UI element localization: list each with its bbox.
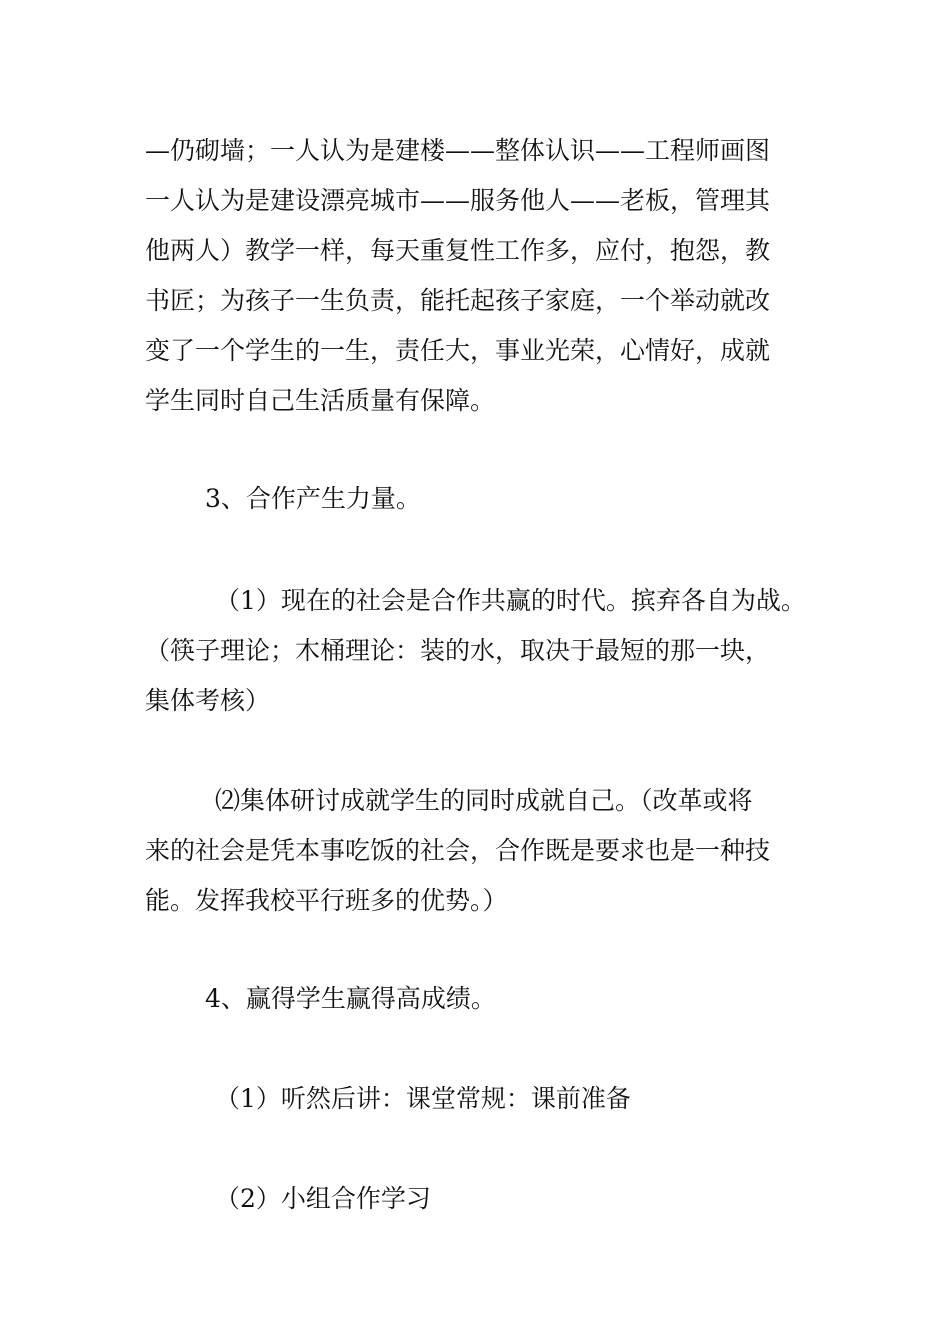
text-line: 变了一个学生的一生，责任大，事业光荣，心情好，成就: [145, 336, 771, 365]
text-line: 书匠；为孩子一生负责，能托起孩子家庭，一个举动就改: [145, 286, 771, 315]
heading-line: 3、合作产生力量。: [205, 484, 421, 513]
text-line: （1）现在的社会是合作共赢的时代。摈弃各自为战。: [215, 586, 806, 615]
heading-line: 4、赢得学生赢得高成绩。: [205, 984, 496, 1013]
text-line: 一人认为是建设漂亮城市——服务他人——老板，管理其: [145, 186, 771, 215]
text-line: 集体考核）: [145, 686, 271, 715]
text-line: 他两人）教学一样，每天重复性工作多，应付，抱怨，教: [145, 236, 771, 265]
text-line: 来的社会是凭本事吃饭的社会，合作既是要求也是一种技: [145, 836, 771, 865]
text-line: （1）听然后讲：课堂常规：课前准备: [215, 1084, 631, 1113]
text-line: —仍砌墙；一人认为是建楼——整体认识——工程师画图: [145, 136, 771, 165]
text-line: ⑵集体研讨成就学生的同时成就自己。（改革或将: [215, 786, 753, 815]
text-line: 能。发挥我校平行班多的优势。）: [145, 886, 508, 915]
text-line: 学生同时自己生活质量有保障。: [145, 386, 496, 415]
text-line: （筷子理论；木桶理论：装的水，取决于最短的那一块，: [145, 636, 771, 665]
text-line: （2）小组合作学习: [215, 1184, 431, 1213]
